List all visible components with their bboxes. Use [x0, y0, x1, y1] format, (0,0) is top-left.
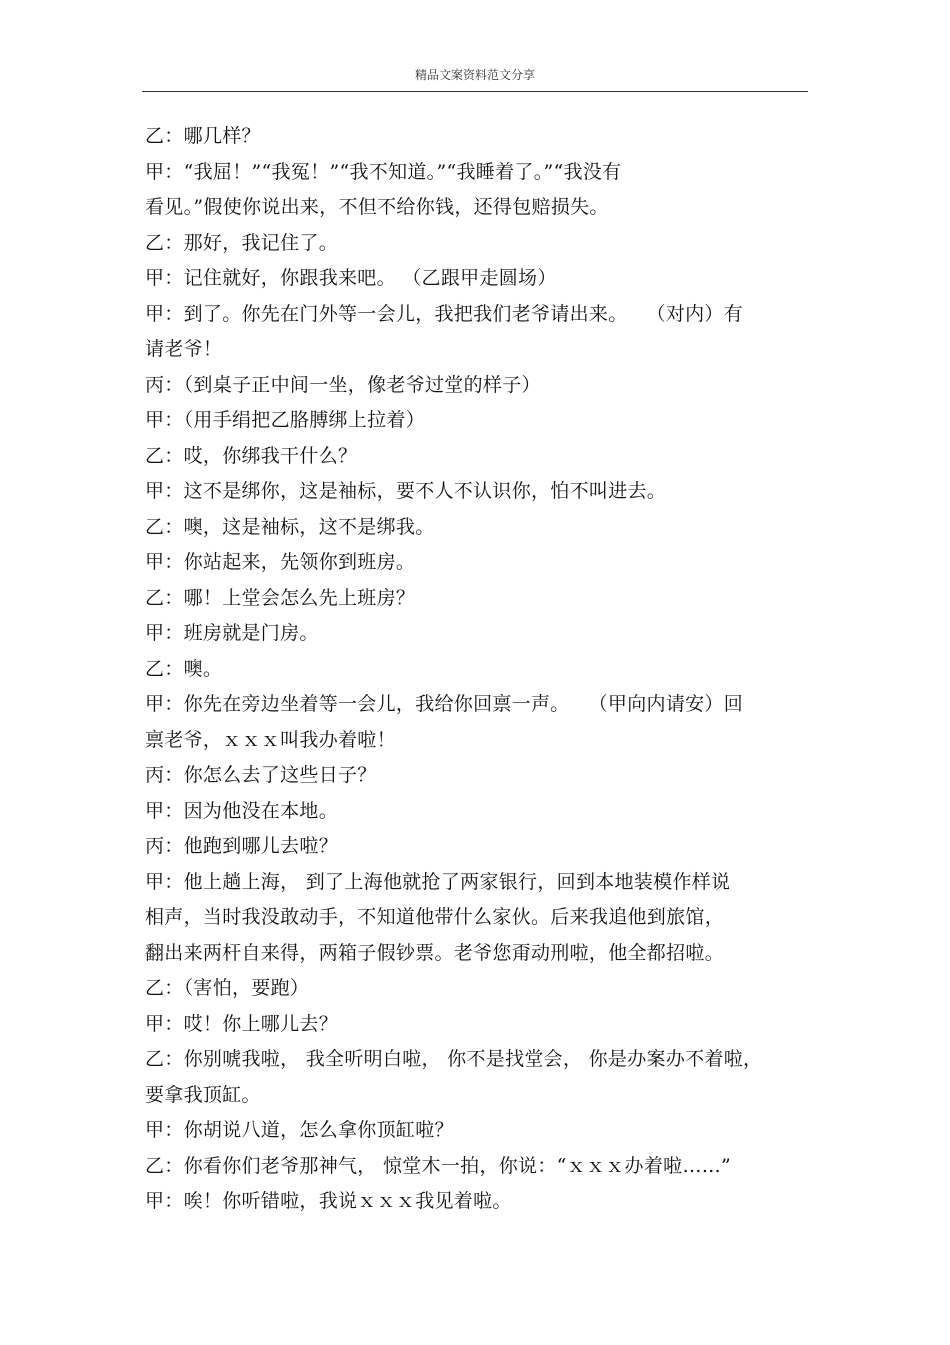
dialogue-line: 乙：哪几样？ — [145, 125, 261, 147]
dialogue-line: 甲：班房就是门房。 — [145, 622, 319, 644]
dialogue-line: 甲：你先在旁边坐着等一会儿，我给你回禀一声。 （甲向内请安）回 — [145, 693, 744, 715]
dialogue-line: 乙：那好，我记住了。 — [145, 231, 339, 254]
dialogue-line: 看见。”假使你说出来，不但不给你钱，还得包赔损失。 — [145, 196, 609, 218]
dialogue-line: 乙：（害怕，要跑） — [145, 977, 310, 999]
dialogue-line: 丙：（到桌子正中间一坐，像老爷过堂的样子） — [145, 373, 541, 396]
dialogue-line: 乙：噢，这是袖标，这不是绑我。 — [145, 515, 435, 538]
header-title: 精品文案资料范文分享 — [414, 68, 535, 82]
dialogue-line: 要拿我顶缸。 — [145, 1083, 261, 1106]
page-header — [142, 62, 808, 92]
dialogue-line: 甲：哎！你上哪儿去？ — [145, 1012, 339, 1035]
dialogue-line: 甲：他上趟上海， 到了上海他就抢了两家银行，回到本地装模作样说 — [145, 870, 731, 893]
dialogue-line: 请老爷！ — [145, 338, 223, 360]
dialogue-line: 甲：唉！你听错啦，我说ｘｘｘ我见着啦。 — [145, 1190, 512, 1212]
dialogue-line: 丙：他跑到哪儿去啦？ — [145, 835, 339, 857]
dialogue-line: 乙：哪！上堂会怎么先上班房？ — [145, 586, 416, 609]
dialogue-line: 甲：到了。你先在门外等一会儿，我把我们老爷请出来。 （对内）有 — [145, 302, 744, 325]
dialogue-line: 甲：因为他没在本地。 — [145, 799, 339, 822]
dialogue-line: 甲：你站起来，先领你到班房。 — [145, 551, 416, 573]
dialogue-line: 乙：你别唬我啦， 我全听明白啦， 你不是找堂会， 你是办案办不着啦， — [145, 1048, 763, 1070]
dialogue-line: 乙：你看你们老爷那神气， 惊堂木一拍，你说：“ｘｘｘ办着啦……” — [145, 1154, 732, 1177]
dialogue-line: 禀老爷，ｘｘｘ叫我办着啦！ — [145, 728, 396, 751]
dialogue-line: 乙：噢。 — [145, 657, 223, 680]
document-body — [145, 119, 805, 1220]
dialogue-line: 甲：“我屈！”“我冤！”“我不知道。”“我睡着了。”“我没有 — [145, 160, 622, 183]
dialogue-line: 丙：你怎么去了这些日子？ — [145, 764, 377, 786]
dialogue-line: 甲：这不是绑你，这是袖标，要不人不认识你，怕不叫进去。 — [145, 480, 667, 502]
dialogue-line: 甲：记住就好，你跟我来吧。 （乙跟甲走圆场） — [145, 267, 557, 289]
dialogue-line: 甲：（用手绢把乙胳膊绑上拉着） — [145, 409, 426, 431]
dialogue-line: 乙：哎，你绑我干什么？ — [145, 444, 358, 467]
dialogue-line: 相声，当时我没敢动手，不知道他带什么家伙。后来我追他到旅馆， — [145, 906, 725, 928]
dialogue-line: 翻出来两杆自来得，两箱子假钞票。老爷您甭动刑啦，他全都招啦。 — [145, 941, 725, 964]
dialogue-line: 甲：你胡说八道，怎么拿你顶缸啦？ — [145, 1119, 454, 1141]
